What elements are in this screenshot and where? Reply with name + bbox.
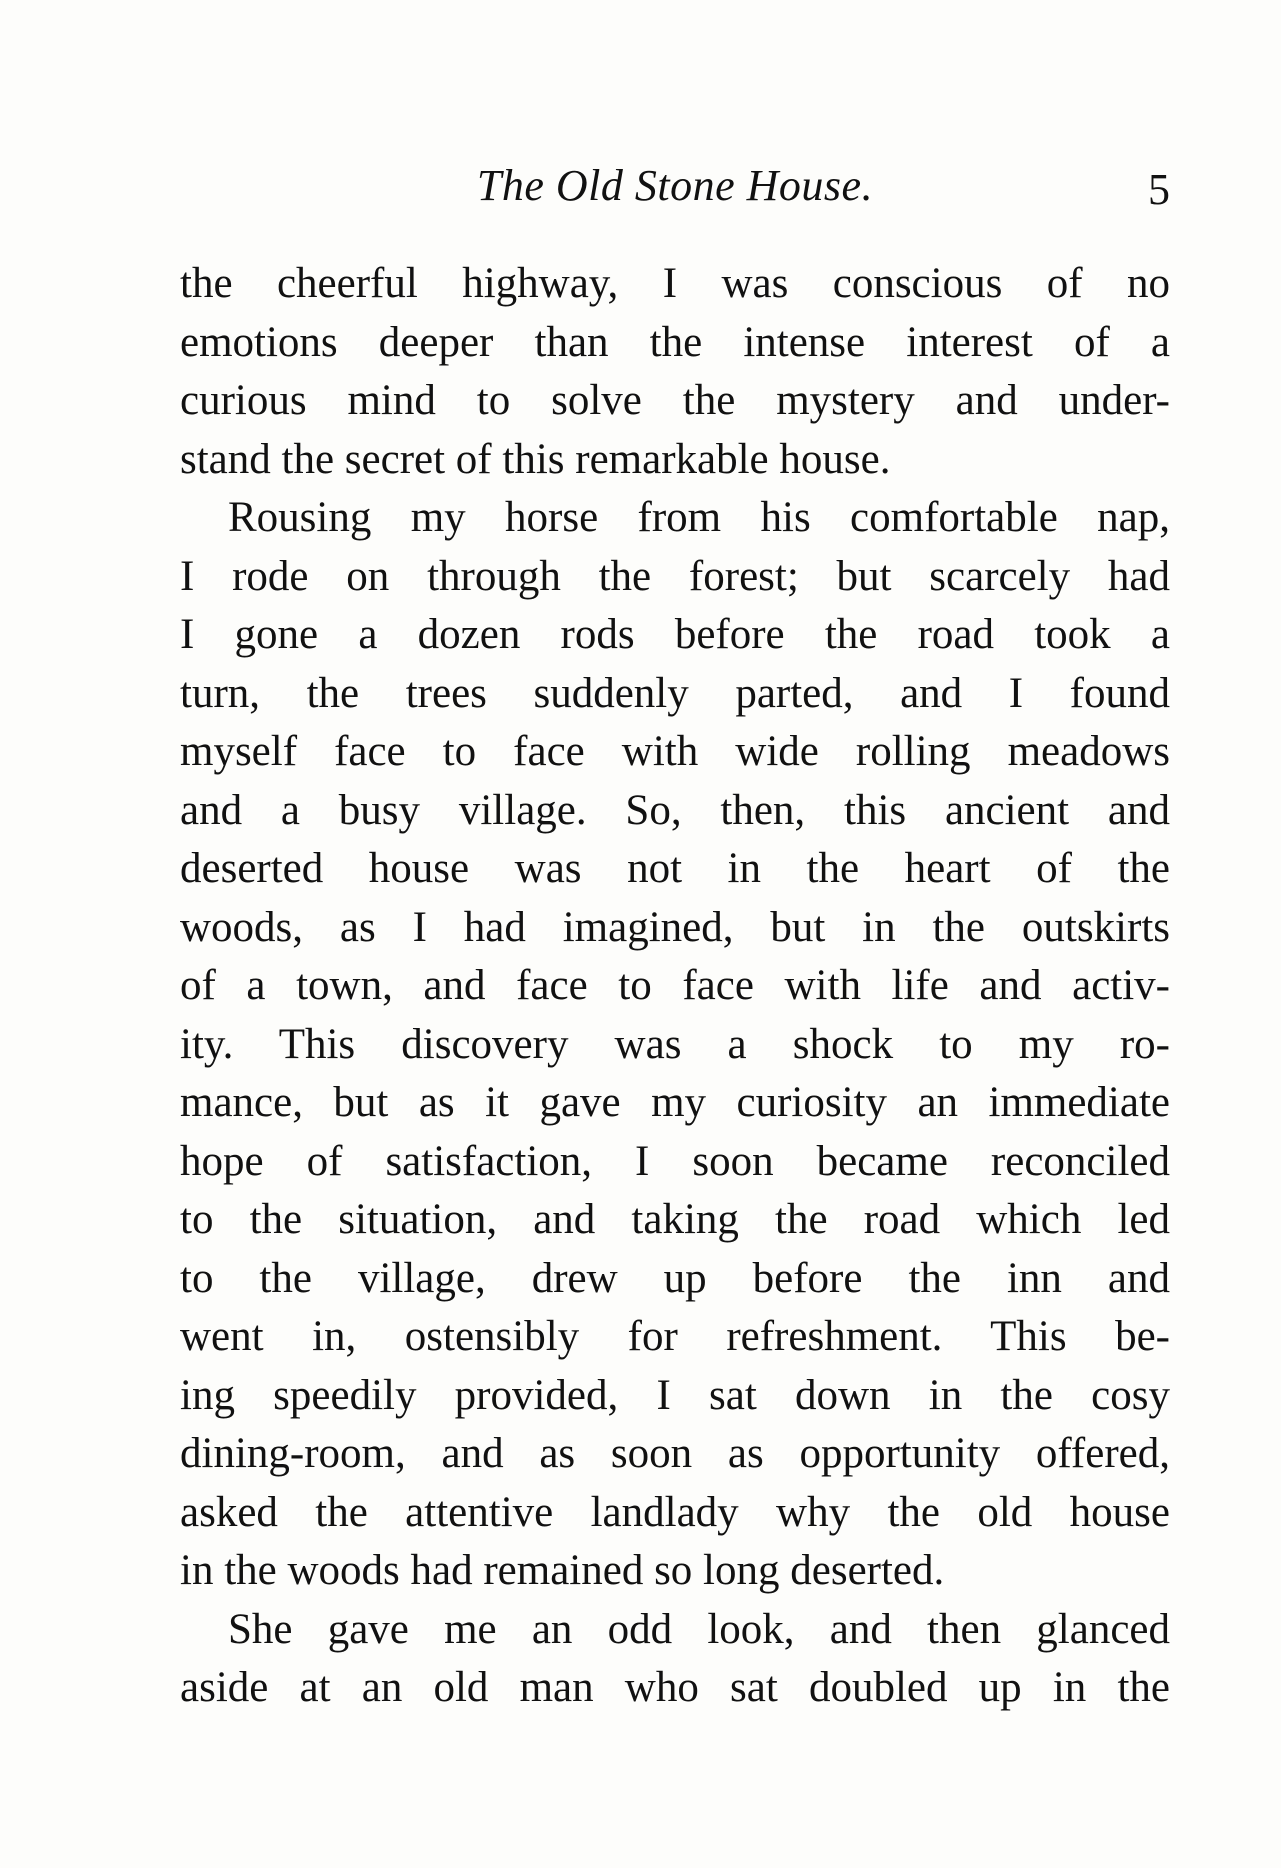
text-line: deserted house was not in the heart of the [180, 845, 1170, 892]
body-text [180, 255, 1170, 1718]
text-line: hope of satisfaction, I soon became reconciled [180, 1137, 1170, 1185]
text-line: to the situation, and taking the road which led [180, 1196, 1170, 1243]
paragraph-3 [180, 1601, 1170, 1718]
text-line: asked the attentive landlady why the old house [180, 1488, 1170, 1536]
page-header [180, 160, 1170, 220]
text-line: of a town, and face to face with life and activ- [180, 962, 1170, 1009]
text-line: ity. This discovery was a shock to my ro- [180, 1020, 1170, 1068]
text-line: aside at an old man who sat doubled up in the [180, 1664, 1170, 1711]
text-line: She gave me an odd look, and then glanced [228, 1605, 1170, 1653]
text-line: emotions deeper than the intense interest of a [180, 318, 1170, 366]
text-line: Rousing my horse from his comfortable nap, [228, 494, 1170, 541]
text-line: I gone a dozen rods before the road took a [180, 611, 1170, 658]
paragraph-1 [180, 255, 1170, 489]
paragraph-2 [180, 489, 1170, 1601]
text-line: mance, but as it gave my curiosity an immediate [180, 1079, 1170, 1126]
text-line: woods, as I had imagined, but in the outskirts [180, 903, 1170, 951]
page-number: 5 [1148, 165, 1170, 214]
text-line: dining-room, and as soon as opportunity offered, [180, 1430, 1170, 1477]
running-title: The Old Stone House. [476, 161, 874, 210]
text-line: went in, ostensibly for refreshment. This be- [180, 1313, 1170, 1360]
text-line: curious mind to solve the mystery and under- [180, 377, 1170, 424]
text-line: myself face to face with wide rolling meadows [180, 728, 1170, 775]
text-line: in the woods had remained so long deserted. [180, 1547, 945, 1594]
text-line: stand the secret of this remarkable house. [180, 435, 891, 483]
text-line: and a busy village. So, then, this ancient and [180, 786, 1170, 834]
text-line: ing speedily provided, I sat down in the cosy [180, 1371, 1170, 1419]
text-line: I rode on through the forest; but scarcely had [180, 552, 1170, 600]
text-line: the cheerful highway, I was conscious of no [180, 260, 1170, 307]
text-line: to the village, drew up before the inn and [180, 1254, 1170, 1302]
text-line: turn, the trees suddenly parted, and I found [180, 669, 1170, 717]
